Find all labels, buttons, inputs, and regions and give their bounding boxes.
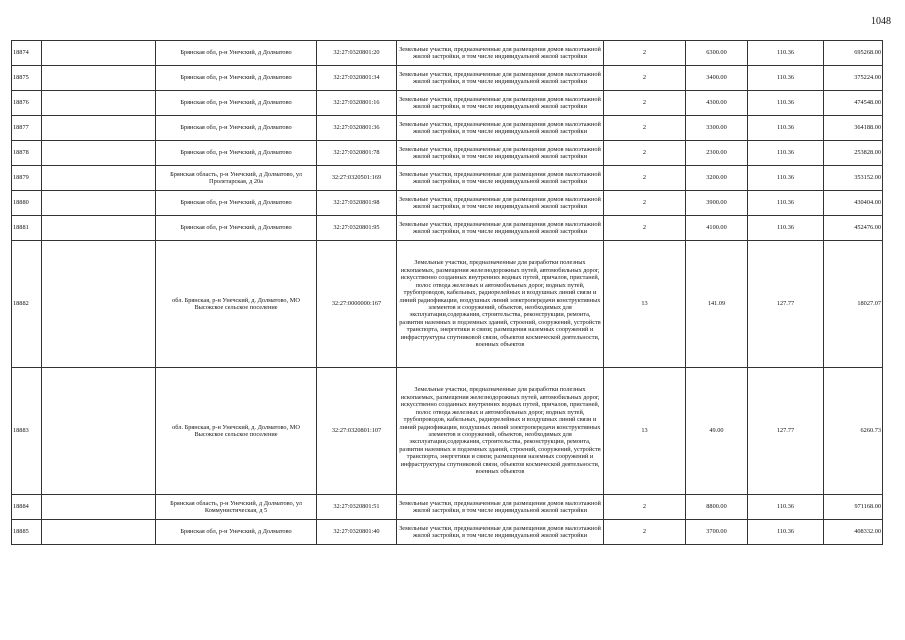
address-cell: Брянская область, р-н Унечский, д Долматово, ул Пролетарская, д 20а (156, 166, 317, 191)
address-cell: Брянская обл, р-н Унечский, д Долматово (156, 41, 317, 66)
address-cell: обл. Брянская, р-н Унечский, д. Долматово, МО Высокское сельское поселение (156, 241, 317, 368)
land-use-description-cell: Земельные участки, предназначенные для размещения домов малоэтажной жилой застройки, в том числе индивидуальной жилой застройки (397, 216, 604, 241)
category-cell: 2 (604, 91, 686, 116)
rate-cell: 127.77 (748, 241, 824, 368)
cadastral-number-cell: 32:27:0320801:20 (317, 41, 397, 66)
rate-cell: 110.36 (748, 191, 824, 216)
cadastral-value-cell: 18027.07 (824, 241, 883, 368)
row-spacer (42, 495, 156, 520)
area-cell: 6300.00 (686, 41, 748, 66)
row-number: 18877 (12, 116, 42, 141)
category-cell: 2 (604, 191, 686, 216)
area-cell: 3900.00 (686, 191, 748, 216)
land-use-description-cell: Земельные участки, предназначенные для размещения домов малоэтажной жилой застройки, в том числе индивидуальной жилой застройки (397, 41, 604, 66)
category-cell: 2 (604, 520, 686, 545)
row-number: 18878 (12, 141, 42, 166)
table-body (12, 41, 883, 545)
cadastral-number-cell: 32:27:0320801:95 (317, 216, 397, 241)
area-cell: 3300.00 (686, 116, 748, 141)
category-cell: 2 (604, 166, 686, 191)
category-cell: 13 (604, 241, 686, 368)
land-use-description-cell: Земельные участки, предназначенные для размещения домов малоэтажной жилой застройки, в том числе индивидуальной жилой застройки (397, 141, 604, 166)
land-use-description-cell: Земельные участки, предназначенные для размещения домов малоэтажной жилой застройки, в том числе индивидуальной жилой застройки (397, 191, 604, 216)
cadastral-number-cell: 32:27:0320801:98 (317, 191, 397, 216)
table-row (12, 116, 883, 141)
cadastral-value-cell: 253828.00 (824, 141, 883, 166)
area-cell: 4100.00 (686, 216, 748, 241)
table-row (12, 216, 883, 241)
rate-cell: 110.36 (748, 520, 824, 545)
row-number: 18881 (12, 216, 42, 241)
land-use-description-cell: Земельные участки, предназначенные для размещения домов малоэтажной жилой застройки, в том числе индивидуальной жилой застройки (397, 166, 604, 191)
table-row (12, 241, 883, 368)
cadastral-number-cell: 32:27:0320501:169 (317, 166, 397, 191)
category-cell: 2 (604, 141, 686, 166)
category-cell: 2 (604, 216, 686, 241)
category-cell: 13 (604, 368, 686, 495)
rate-cell: 110.36 (748, 166, 824, 191)
cadastral-value-cell: 452476.00 (824, 216, 883, 241)
row-spacer (42, 116, 156, 141)
row-number: 18882 (12, 241, 42, 368)
land-use-description-cell: Земельные участки, предназначенные для разработки полезных ископаемых, размещения железнодорожных путей, автомобильных дорог, искусственно созданных внутренних водных путей, причалов, пристаней, полос отвода железных и автомобильных дорог, водных путей, трубопроводов, кабельных, радиорелейных и воздушных линий связи и линий радиофикации, воздушных линий электропередачи конструктивных элементов и сооружений, объектов, необходимых для эксплуатации,содержания, строительства, реконструкции, ремонта, развития наземных и подземных зданий, строений, сооружений, устройств транспорта, энергетики и связи; размещения наземных сооружений и инфраструктуры спутниковой связи, объектов космической деятельности, военных объектов (397, 241, 604, 368)
row-number: 18876 (12, 91, 42, 116)
address-cell: Брянская область, р-н Унечский, д Долматово, ул Коммунистическая, д 5 (156, 495, 317, 520)
table-row (12, 141, 883, 166)
row-number: 18875 (12, 66, 42, 91)
rate-cell: 110.36 (748, 141, 824, 166)
rate-cell: 110.36 (748, 91, 824, 116)
land-use-description-cell: Земельные участки, предназначенные для размещения домов малоэтажной жилой застройки, в том числе индивидуальной жилой застройки (397, 520, 604, 545)
row-number: 18883 (12, 368, 42, 495)
category-cell: 2 (604, 495, 686, 520)
table-row (12, 66, 883, 91)
address-cell: Брянская обл, р-н Унечский, д Долматово (156, 116, 317, 141)
row-spacer (42, 241, 156, 368)
land-use-description-cell: Земельные участки, предназначенные для разработки полезных ископаемых, размещения железнодорожных путей, автомобильных дорог, искусственно созданных внутренних водных путей, причалов, пристаней, полос отвода железных и автомобильных дорог, водных путей, трубопроводов, кабельных, радиорелейных и воздушных линий связи и линий радиофикации, воздушных линий электропередачи конструктивных элементов и сооружений, объектов, необходимых для эксплуатации,содержания, строительства, реконструкции, ремонта, развития наземных и подземных зданий, строений, сооружений, устройств транспорта, энергетики и связи; размещения наземных сооружений и инфраструктуры спутниковой связи, объектов космической деятельности, военных объектов (397, 368, 604, 495)
table-row (12, 520, 883, 545)
cadastral-number-cell: 32:27:0320801:51 (317, 495, 397, 520)
rate-cell: 110.36 (748, 41, 824, 66)
area-cell: 3400.00 (686, 66, 748, 91)
cadastral-value-cell: 364188.00 (824, 116, 883, 141)
row-number: 18874 (12, 41, 42, 66)
row-spacer (42, 166, 156, 191)
area-cell: 2300.00 (686, 141, 748, 166)
table-row (12, 191, 883, 216)
rate-cell: 110.36 (748, 66, 824, 91)
table-row (12, 91, 883, 116)
rate-cell: 110.36 (748, 116, 824, 141)
area-cell: 49.00 (686, 368, 748, 495)
cadastral-value-cell: 971168.00 (824, 495, 883, 520)
cadastral-number-cell: 32:27:0320801:107 (317, 368, 397, 495)
cadastral-number-cell: 32:27:0320801:78 (317, 141, 397, 166)
address-cell: Брянская обл, р-н Унечский, д Долматово (156, 141, 317, 166)
cadastral-value-cell: 375224.00 (824, 66, 883, 91)
address-cell: Брянская обл, р-н Унечский, д Долматово (156, 66, 317, 91)
address-cell: Брянская обл, р-н Унечский, д Долматово (156, 520, 317, 545)
area-cell: 3200.00 (686, 166, 748, 191)
category-cell: 2 (604, 66, 686, 91)
land-use-description-cell: Земельные участки, предназначенные для размещения домов малоэтажной жилой застройки, в том числе индивидуальной жилой застройки (397, 116, 604, 141)
row-number: 18884 (12, 495, 42, 520)
row-spacer (42, 191, 156, 216)
cadastral-value-cell: 695268.00 (824, 41, 883, 66)
page-number: 1048 (871, 16, 891, 27)
row-number: 18879 (12, 166, 42, 191)
rate-cell: 127.77 (748, 368, 824, 495)
cadastral-number-cell: 32:27:0320801:34 (317, 66, 397, 91)
land-use-description-cell: Земельные участки, предназначенные для размещения домов малоэтажной жилой застройки, в том числе индивидуальной жилой застройки (397, 66, 604, 91)
cadastral-number-cell: 32:27:0320801:16 (317, 91, 397, 116)
land-use-description-cell: Земельные участки, предназначенные для размещения домов малоэтажной жилой застройки, в том числе индивидуальной жилой застройки (397, 91, 604, 116)
address-cell: Брянская обл, р-н Унечский, д Долматово (156, 191, 317, 216)
row-spacer (42, 368, 156, 495)
cadastral-number-cell: 32:27:0320801:40 (317, 520, 397, 545)
row-spacer (42, 91, 156, 116)
row-spacer (42, 66, 156, 91)
cadastral-value-cell: 408332.00 (824, 520, 883, 545)
category-cell: 2 (604, 41, 686, 66)
cadastral-number-cell: 32:27:0000000:167 (317, 241, 397, 368)
row-spacer (42, 41, 156, 66)
address-cell: Брянская обл, р-н Унечский, д Долматово (156, 91, 317, 116)
rate-cell: 110.36 (748, 216, 824, 241)
row-number: 18885 (12, 520, 42, 545)
row-spacer (42, 216, 156, 241)
area-cell: 141.09 (686, 241, 748, 368)
address-cell: Брянская обл, р-н Унечский, д Долматово (156, 216, 317, 241)
table-row (12, 368, 883, 495)
cadastral-value-cell: 6260.73 (824, 368, 883, 495)
category-cell: 2 (604, 116, 686, 141)
cadastral-value-cell: 430404.00 (824, 191, 883, 216)
land-registry-table (11, 40, 883, 545)
cadastral-value-cell: 353152.00 (824, 166, 883, 191)
cadastral-number-cell: 32:27:0320801:36 (317, 116, 397, 141)
area-cell: 3700.00 (686, 520, 748, 545)
row-spacer (42, 141, 156, 166)
rate-cell: 110.36 (748, 495, 824, 520)
address-cell: обл. Брянская, р-н Унечский, д. Долматово, МО Высокское сельское поселение (156, 368, 317, 495)
table-row (12, 166, 883, 191)
row-spacer (42, 520, 156, 545)
row-number: 18880 (12, 191, 42, 216)
land-use-description-cell: Земельные участки, предназначенные для размещения домов малоэтажной жилой застройки, в том числе индивидуальной жилой застройки (397, 495, 604, 520)
area-cell: 4300.00 (686, 91, 748, 116)
area-cell: 8800.00 (686, 495, 748, 520)
table-row (12, 41, 883, 66)
table-row (12, 495, 883, 520)
cadastral-value-cell: 474548.00 (824, 91, 883, 116)
